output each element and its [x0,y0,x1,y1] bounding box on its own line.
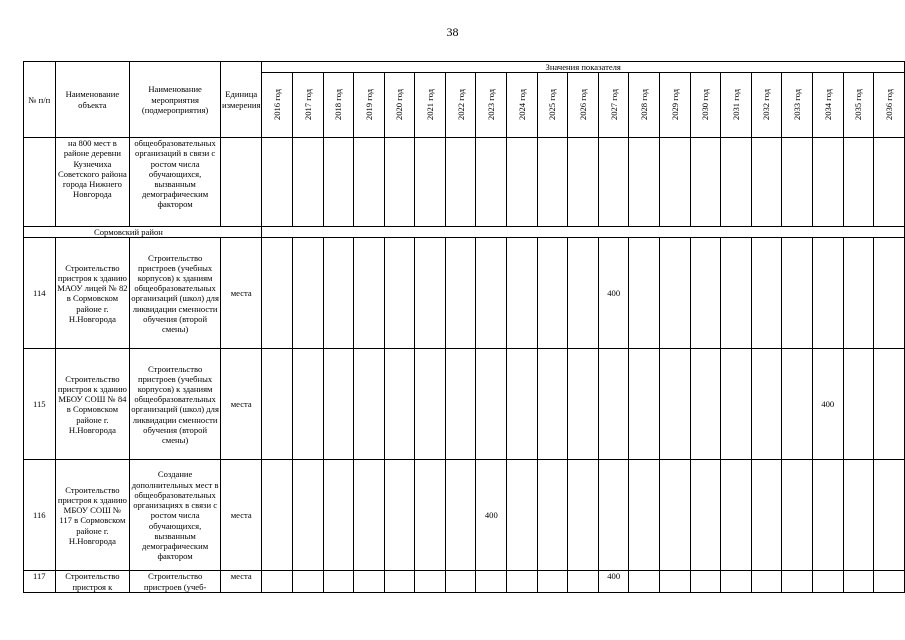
cell-year-value [843,571,874,593]
cell-year-value [415,138,446,227]
cell-year-value [598,460,629,571]
header-year [384,73,415,138]
table-row [24,571,905,593]
cell-year-value [874,460,905,571]
header-year [568,73,599,138]
cell-year-value [262,460,293,571]
cell-year-value [568,138,599,227]
cell-year-value [384,460,415,571]
cell-year-value: 400 [598,571,629,593]
cell-year-value [629,138,660,227]
header-year [323,73,354,138]
cell-year-value [751,460,782,571]
header-year-label: 2020 год [394,88,405,120]
cell-year-value [262,238,293,349]
cell-year-value [323,238,354,349]
cell-year-value [384,238,415,349]
header-year [354,73,385,138]
cell-year-value [660,238,691,349]
table-row [24,349,905,460]
cell-year-value [415,460,446,571]
cell-year-value [874,238,905,349]
table-row [24,238,905,349]
cell-year-value [507,138,538,227]
cell-year-value [843,238,874,349]
header-year [507,73,538,138]
header-year [445,73,476,138]
header-year [476,73,507,138]
page-number: 38 [446,25,459,39]
header-year [293,73,324,138]
cell-object: Строительство пристроя к зданию МБОУ СОШ № 84 в Сормовском районе г. Н.Новгорода [55,349,130,460]
cell-year-value [629,571,660,593]
cell-year-value: 400 [476,460,507,571]
cell-num: 114 [24,238,56,349]
cell-measure: Строительство пристроев (учебных корпусов) к зданиям общеобразовательных организаций (школ) для ликвидации сменности обучения (второй смены) [130,238,221,349]
header-num: № п/п [24,62,56,138]
cell-year-value [537,460,568,571]
cell-year-value [690,460,721,571]
cell-year-value [354,571,385,593]
header-year-label: 2016 год [272,88,283,120]
cell-year-value [690,571,721,593]
header-year-label: 2023 год [486,88,497,120]
cell-year-value [751,571,782,593]
cell-year-value [660,460,691,571]
header-year [751,73,782,138]
cell-year-value [660,349,691,460]
cell-year-value [293,238,324,349]
cell-measure: общеобразовательных организаций в связи с ростом числа обучающихся, вызванным демографическим фактором [130,138,221,227]
header-year-label: 2033 год [792,88,803,120]
cell-year-value [782,349,813,460]
cell-year-value [660,571,691,593]
cell-year-value [874,349,905,460]
cell-year-value [507,460,538,571]
cell-year-value [354,460,385,571]
cell-year-value [507,238,538,349]
cell-year-value [568,238,599,349]
table-row [24,138,905,227]
cell-year-value [812,571,843,593]
header-object: Наименование объекта [55,62,130,138]
cell-year-value [537,349,568,460]
cell-year-value [354,138,385,227]
cell-year-value [476,138,507,227]
section-row [24,227,905,238]
table-row [24,460,905,571]
cell-year-value [721,138,752,227]
header-year-label: 2018 год [333,88,344,120]
cell-year-value [660,138,691,227]
section-title: Сормовский район [24,227,262,238]
header-year-label: 2026 год [577,88,588,120]
cell-year-value [476,238,507,349]
header-year [537,73,568,138]
cell-year-value [293,460,324,571]
cell-year-value [812,460,843,571]
cell-year-value [751,138,782,227]
cell-year-value [415,349,446,460]
cell-year-value [384,571,415,593]
header-year-label: 2019 год [363,88,374,120]
cell-unit: места [221,238,262,349]
cell-year-value [445,571,476,593]
header-year [415,73,446,138]
cell-year-value [568,349,599,460]
cell-year-value [812,238,843,349]
cell-year-value [537,571,568,593]
cell-year-value [721,238,752,349]
header-year-label: 2035 год [853,88,864,120]
header-year-label: 2030 год [700,88,711,120]
cell-year-value [507,571,538,593]
cell-unit [221,138,262,227]
cell-year-value [874,571,905,593]
header-values-title: Значения показателя [262,62,905,73]
cell-year-value [782,571,813,593]
cell-year-value [262,138,293,227]
indicator-table [23,61,905,593]
cell-year-value [690,349,721,460]
cell-year-value [751,349,782,460]
cell-year-value [354,238,385,349]
header-year [598,73,629,138]
cell-year-value [629,349,660,460]
cell-year-value [354,349,385,460]
cell-num: 116 [24,460,56,571]
header-year-label: 2029 год [669,88,680,120]
header-year-label: 2036 год [883,88,894,120]
cell-year-value [445,460,476,571]
cell-year-value [262,349,293,460]
cell-year-value [568,571,599,593]
cell-year-value [415,238,446,349]
cell-year-value [293,571,324,593]
cell-year-value [323,460,354,571]
header-year-label: 2025 год [547,88,558,120]
cell-year-value [721,571,752,593]
cell-year-value [721,349,752,460]
cell-year-value [537,138,568,227]
cell-object: Строительство пристроя к зданию МБОУ СОШ № 117 в Сормовском районе г. Н.Новгорода [55,460,130,571]
header-year-label: 2022 год [455,88,466,120]
cell-year-value [537,238,568,349]
cell-year-value [445,238,476,349]
cell-year-value [415,571,446,593]
cell-year-value [629,460,660,571]
cell-num: 117 [24,571,56,593]
header-year-label: 2028 год [639,88,650,120]
cell-year-value [384,138,415,227]
cell-year-value [445,349,476,460]
cell-year-value [598,138,629,227]
header-year-label: 2032 год [761,88,772,120]
cell-year-value [598,349,629,460]
header-year [262,73,293,138]
cell-unit: места [221,349,262,460]
cell-year-value [843,349,874,460]
cell-year-value [293,349,324,460]
cell-year-value [445,138,476,227]
cell-year-value [843,138,874,227]
header-year [843,73,874,138]
cell-year-value: 400 [598,238,629,349]
header-year-label: 2031 год [730,88,741,120]
cell-year-value [476,349,507,460]
header-year-label: 2024 год [516,88,527,120]
header-measure: Наименование мероприятия (подмероприятия) [130,62,221,138]
cell-year-value [262,571,293,593]
header-year-label: 2027 год [608,88,619,120]
cell-measure: Создание дополнительных мест в общеобразовательных организациях в связи с ростом числа обучающихся, вызванным демографическим фактором [130,460,221,571]
cell-year-value [507,349,538,460]
cell-year-value: 400 [812,349,843,460]
cell-year-value [874,138,905,227]
cell-object: Строительство пристроя к [55,571,130,593]
cell-year-value [384,349,415,460]
cell-year-value [629,238,660,349]
header-year-label: 2021 год [425,88,435,120]
cell-num: 115 [24,349,56,460]
cell-year-value [323,138,354,227]
header-unit: Единица измерения [221,62,262,138]
cell-year-value [782,460,813,571]
cell-measure: Строительство пристроев (учеб- [130,571,221,593]
cell-object: на 800 мест в районе деревни Кузнечиха Советского района города Нижнего Новгорода [55,138,130,227]
cell-year-value [782,238,813,349]
header-year [782,73,813,138]
cell-year-value [751,238,782,349]
cell-year-value [812,138,843,227]
cell-year-value [782,138,813,227]
header-year [874,73,905,138]
cell-year-value [721,460,752,571]
cell-year-value [690,238,721,349]
cell-unit: места [221,460,262,571]
cell-year-value [293,138,324,227]
header-year [660,73,691,138]
header-year [812,73,843,138]
cell-measure: Строительство пристроев (учебных корпусов) к зданиям общеобразовательных организаций (школ) для ликвидации сменности обучения (второй смены) [130,349,221,460]
cell-num [24,138,56,227]
cell-year-value [476,571,507,593]
header-year [690,73,721,138]
cell-year-value [323,571,354,593]
section-empty [262,227,905,238]
header-year-label: 2034 год [822,88,833,120]
cell-year-value [568,460,599,571]
header-year [721,73,752,138]
cell-object: Строительство пристроя к зданию МАОУ лицей № 82 в Сормовском районе г. Н.Новгорода [55,238,130,349]
cell-year-value [323,349,354,460]
cell-year-value [690,138,721,227]
cell-unit: места [221,571,262,593]
header-year-label: 2017 год [302,88,313,120]
header-year [629,73,660,138]
cell-year-value [843,460,874,571]
